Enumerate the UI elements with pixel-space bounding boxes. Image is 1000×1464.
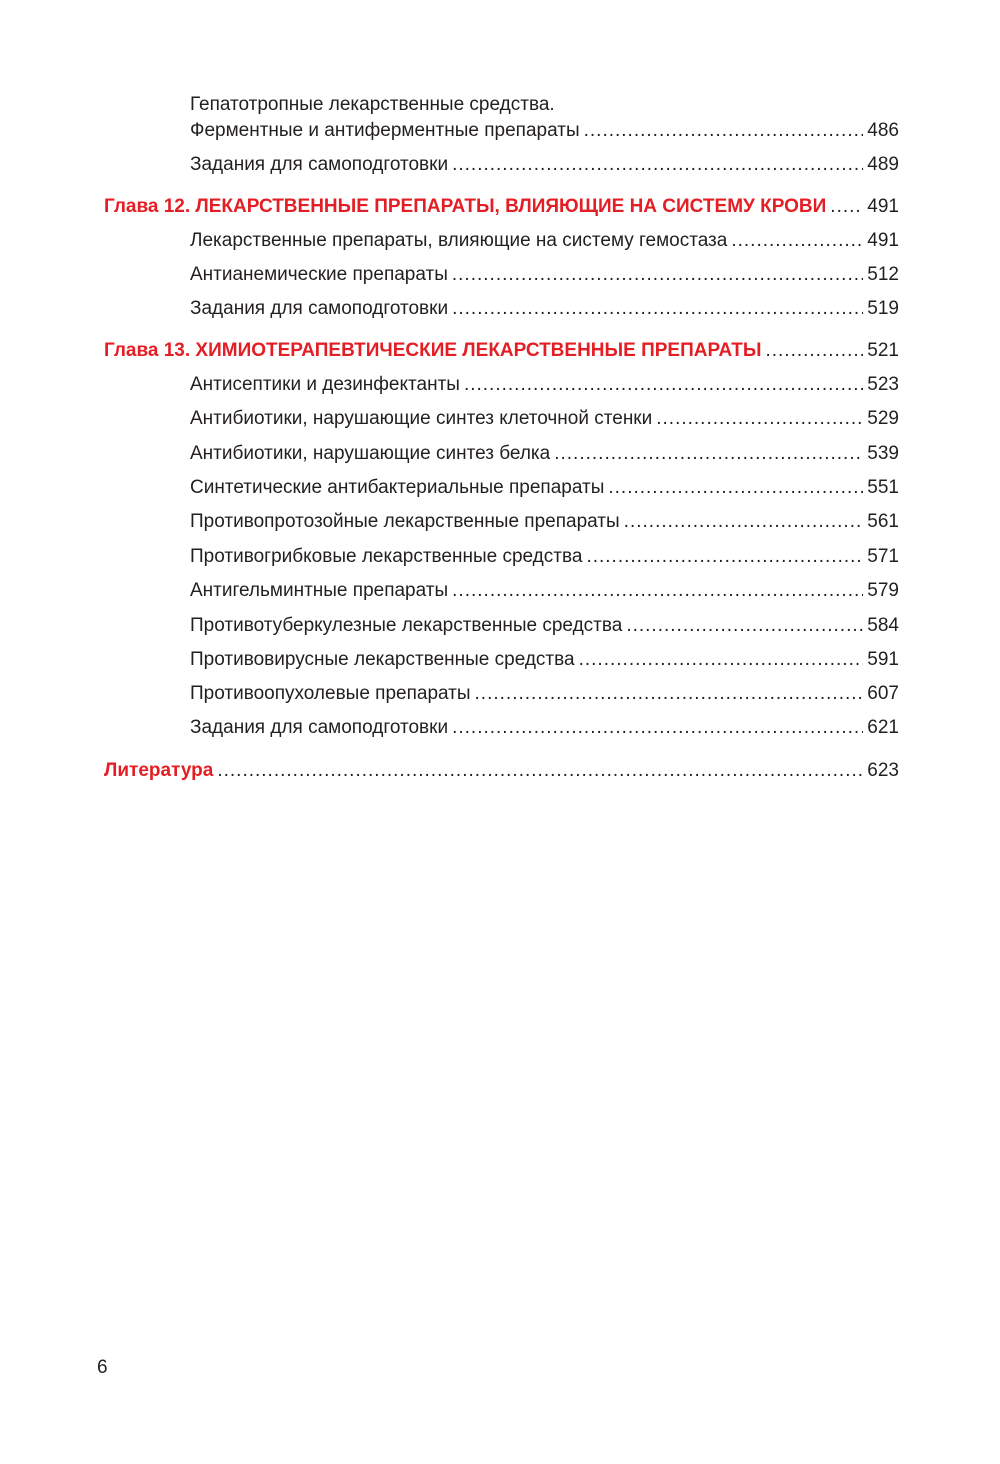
toc-entry-title: Противогрибковые лекарственные средства: [190, 546, 583, 567]
chapter-title: Глава 12. ЛЕКАРСТВЕННЫЕ ПРЕПАРАТЫ, ВЛИЯЮЩИЕ НА СИСТЕМУ КРОВИ: [104, 196, 827, 217]
dot-leader: [452, 578, 863, 604]
toc-page-number: 621: [867, 717, 899, 738]
toc-page-number: 607: [867, 683, 899, 704]
toc-entry-title: Противотуберкулезные лекарственные средства: [190, 615, 623, 636]
toc-page-number: 519: [867, 298, 899, 319]
dot-leader: [830, 194, 863, 220]
toc-entry-title: Ферментные и антиферментные препараты: [190, 120, 580, 141]
toc-entry[interactable]: [190, 475, 899, 501]
dot-leader: [452, 715, 863, 741]
toc-entry-title: Антианемические препараты: [190, 264, 448, 285]
toc-page-number: 561: [867, 511, 899, 532]
toc-entry[interactable]: [190, 441, 899, 467]
dot-leader: [608, 475, 863, 501]
dot-leader: [475, 681, 864, 707]
literature-title: Литература: [104, 760, 214, 781]
toc-entry[interactable]: [190, 406, 899, 432]
dot-leader: [586, 544, 863, 570]
toc-entry[interactable]: [190, 544, 899, 570]
dot-leader: [624, 509, 864, 535]
toc-page-number: 539: [867, 443, 899, 464]
toc-page-number: 623: [867, 760, 899, 781]
dot-leader: [464, 372, 863, 398]
dot-leader: [579, 647, 864, 673]
toc-entry-title: Антисептики и дезинфектанты: [190, 374, 460, 395]
toc-page-number: 579: [867, 580, 899, 601]
toc-chapter-12[interactable]: [104, 194, 899, 220]
toc-entry-title: Антибиотики, нарушающие синтез белка: [190, 443, 551, 464]
toc-entry[interactable]: [190, 296, 899, 322]
toc-page-number: 584: [867, 615, 899, 636]
toc-chapter-13[interactable]: [104, 338, 899, 364]
chapter-title: Глава 13. ХИМИОТЕРАПЕВТИЧЕСКИЕ ЛЕКАРСТВЕННЫЕ ПРЕПАРАТЫ: [104, 340, 762, 361]
toc-entry-title: Противовирусные лекарственные средства: [190, 649, 575, 670]
dot-leader: [626, 613, 863, 639]
toc-page-number: 486: [867, 120, 899, 141]
dot-leader: [452, 152, 863, 178]
toc-page-number: 491: [867, 196, 899, 217]
toc-page-number: 551: [867, 477, 899, 498]
toc-literature[interactable]: [104, 758, 899, 784]
toc-entry[interactable]: [190, 262, 899, 288]
toc-page-number: 591: [867, 649, 899, 670]
toc-entry[interactable]: [190, 613, 899, 639]
toc-entry[interactable]: [190, 681, 899, 707]
toc-page-number: 523: [867, 374, 899, 395]
toc-entry[interactable]: [190, 228, 899, 254]
toc-entry[interactable]: [190, 372, 899, 398]
toc-page-number: 571: [867, 546, 899, 567]
toc-page-number: 491: [867, 230, 899, 251]
dot-leader: [452, 262, 863, 288]
toc-page-number: 521: [867, 340, 899, 361]
toc-entry-title: Лекарственные препараты, влияющие на систему гемостаза: [190, 230, 728, 251]
dot-leader: [554, 441, 863, 467]
dot-leader: [656, 406, 863, 432]
toc-entry[interactable]: [190, 152, 899, 178]
toc-entry[interactable]: [190, 578, 899, 604]
toc-entry-title: Синтетические антибактериальные препараты: [190, 477, 605, 498]
toc-page-number: 529: [867, 408, 899, 429]
toc-page-number: 489: [867, 154, 899, 175]
toc-page-number: 512: [867, 264, 899, 285]
dot-leader: [765, 338, 863, 364]
toc-entry[interactable]: [190, 118, 899, 144]
dot-leader: [452, 296, 863, 322]
toc-entry-title: Антигельминтные препараты: [190, 580, 449, 601]
toc-entry-title: Задания для самоподготовки: [190, 717, 449, 738]
dot-leader: [731, 228, 863, 254]
toc-entry-title: Задания для самоподготовки: [190, 298, 449, 319]
toc-entry[interactable]: [190, 647, 899, 673]
toc-entry-title: Задания для самоподготовки: [190, 154, 449, 175]
dot-leader: [584, 118, 864, 144]
toc-entry[interactable]: [190, 509, 899, 535]
toc-entry[interactable]: [190, 715, 899, 741]
dot-leader: [217, 758, 863, 784]
toc-entry-title: Противопротозойные лекарственные препараты: [190, 511, 620, 532]
toc-entry-title: Противоопухолевые препараты: [190, 683, 471, 704]
page-number-footer: 6: [97, 1357, 108, 1378]
toc-entry-title-line: Гепатотропные лекарственные средства.: [190, 94, 555, 115]
toc-entry-title: Антибиотики, нарушающие синтез клеточной стенки: [190, 408, 653, 429]
